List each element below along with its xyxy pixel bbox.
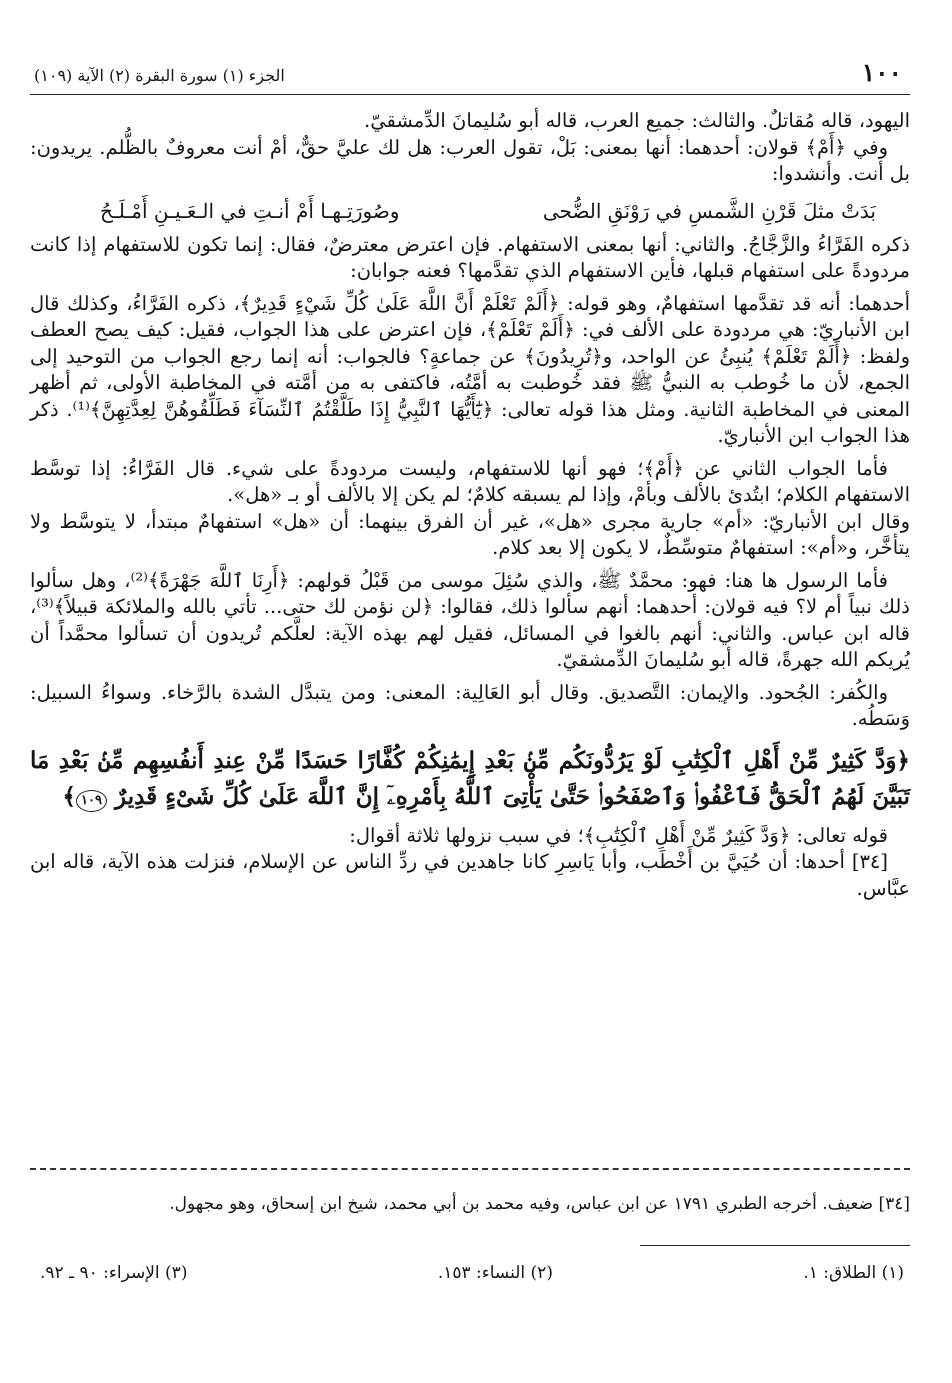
paragraph: [٣٤] أحدها: أن حُيَيَّ بن أَخْطَب، وأبا يَاسِرِ كانا جاهدين في ردِّ الناس عن الإسلام، فنزلت هذه الآية، قاله ابن عبَّاس. [30,850,910,900]
paragraph: ذكره الفَرَّاءُ والزَّجَّاجُ. والثاني: أنها بمعنى الاستفهام. فإن اعترض معترضٌ، فقال: إنما تكون للاستفهام إذا كانت مردودةً على استفهام قبلها، فأين الاستفهام الذي تقدَّمها؟ فعنه جوابان: [30,232,910,282]
main-text [30,108,910,902]
page-number: ١٠٠ [861,58,902,87]
paragraph: وقال ابن الأنباريّ: «أم» جارية مجرى «هل»، غير أن الفرق بينهما: أن «هل» استفهامٌ مبتدأ، لا يتوسَّط ولا يتأخَّر، و«أم»: استفهامٌ متوسِّطٌ، لا يكون إلا بعد كلام. [30,509,910,559]
paragraph: وفي ﴿أَمْ﴾ قولان: أحدهما: أنها بمعنى: بَلْ، تقول العرب: هل لك عليَّ حقٌّ، أمْ أنت معروفٌ بالظُّلم. يريدون: بل أنت. وأنشدوا: [30,135,910,185]
paragraph: اليهود، قاله مُقاتلٌ. والثالث: جميع العرب، قاله أبو سُليمانَ الدِّمشقيّ. [364,109,910,132]
footnote-references [40,1263,904,1283]
footnote-ref: (١) الطلاق: ١. [803,1263,904,1283]
book-page [30,0,910,1383]
footnote-ref: (٣) الإسراء: ٩٠ ـ ٩٢. [40,1263,188,1283]
running-title: الجزء (١) سورة البقرة (٢) الآية (١٠٩) [34,66,285,85]
page-header [30,58,910,92]
poetry-verse [30,188,910,232]
verse-first-hemistich: بَدَتْ مثلَ قَرْنِ الشَّمسِ في رَوْنَقِ الضُّحى [542,198,876,223]
quran-verse [30,743,910,815]
footnote-ref: (٢) النساء: ١٥٣. [437,1263,553,1283]
footnote-rule [640,1245,910,1246]
quran-verse-text: ﴿وَدَّ كَثِيرٌ مِّنْ أَهْلِ ٱلْكِتَٰبِ لَوْ يَرُدُّونَكُم مِّنۢ بَعْدِ إِيمَٰنِكُمْ كُفَّارًا حَسَدًا مِّنْ عِندِ أَنفُسِهِم مِّنۢ بَعْدِ مَا تَبَيَّنَ لَهُمُ ٱلْحَقُّ فَٱعْفُوا۟ وَٱصْفَحُوا۟ حَتَّىٰ يَأْتِىَ ٱللَّهُ بِأَمْرِهِۦٓ إِنَّ ٱللَّهَ عَلَىٰ كُلِّ شَىْءٍ قَدِيرٌ [30,746,910,810]
ayah-number-marker: ١٠٩ [76,790,107,812]
paragraph: قوله تعالى: ﴿وَدَّ كَثِيرٌ مِّنْ أَهْلِ ٱلْكِتَٰبِ﴾؛ في سبب نزولها ثلاثة أقوال: [349,823,888,847]
quran-verse-block [30,743,910,815]
paragraph: أحدهما: أنه قد تقدَّمها استفهامٌ، وهو قوله: ﴿أَلَمْ تَعْلَمْ أَنَّ اللَّهَ عَلَىٰ كُلِّ شَيْءٍ قَدِيرٌ﴾، ذكره الفَرَّاءُ، وكذلك قال ابن الأنباريّ: هي مردودة على الألف في: ﴿أَلَمْ تَعْلَمْ﴾، فإن اعترض على هذا الجواب، فقيل: كيف يصح العطف ولفظ: ﴿أَلَمْ تَعْلَمْ﴾ يُنبِئُ عن الواحد، و﴿تُرِيدُونَ﴾ عن جماعةٍ؟ فالجواب: أنه إنما رجع الجواب من التوحيد إلى الجمع، لأن ما خُوطب به النبيُّ ﷺ فقد خُوطبت به أمَّتُه، فاكتفى به من أمَّته في المخاطبة الأولى، ثم أظهر المعنى في المخاطبة الثانية. ومثل هذا قوله تعالى: ﴿يَٰٓأَيُّهَا ٱلنَّبِيُّ إِذَا طَلَّقْتُمُ ٱلنِّسَآءَ فَطَلِّقُوهُنَّ لِعِدَّتِهِنَّ﴾⁽¹⁾. ذكر هذا الجواب ابن الأنباريّ. [30,291,910,447]
quran-verse-close: ﴾ [62,782,77,810]
paragraph: والكُفر: الجُحود. والإيمان: التَّصديق. وقال أبو العَالِية: المعنى: ومن يتبدَّل الشدة بالرَّخاء. وسواءُ السبيل: وَسَطُه. [30,680,910,730]
paragraph: فأما الجواب الثاني عن ﴿أَمْ﴾؛ فهو أنها للاستفهام، وليست مردودةً على شيء. قال الفَرَّاءُ: إذا توسَّط الاستفهام الكلام؛ ابتُدئ بالألف وبأمْ، وإذا لم يسبقه كلامٌ؛ لم يكن إلا بالألف أو بـ «هل». [30,456,910,506]
verse-second-hemistich: وصُورَتِـهـا أَمْ أنـتِ في الـعَـيـنِ أَمْـلَـحُ [100,198,400,223]
header-rule [30,94,910,95]
paragraph: فأما الرسول ها هنا: فهو: محمَّدٌ ﷺ، والذي سُئِلَ موسى من قَبْلُ قولهم: ﴿أَرِنَا ٱللَّهَ جَهْرَةً﴾⁽²⁾، وهل سألوا ذلك نبياً أم لا؟ فيه قولان: أحدهما: أنهم سألوا ذلك، فقالوا: ﴿لن نؤمن لك حتى... تأتي بالله والملائكة قبيلاً﴾⁽³⁾، قاله ابن عباس. والثاني: أنهم بالغوا في المسائل، فقيل لهم بهذه الآية: لعلَّكم تُريدون أن تسألوا محمَّداً أن يُريكم الله جهرةً، قاله أبو سُليمانَ الدِّمشقيّ. [30,568,910,671]
footnote-separator [30,1168,910,1170]
footnote-takhrij: [٣٤] ضعيف. أخرجه الطبري ١٧٩١ عن ابن عباس، وفيه محمد بن أبي محمد، شيخ ابن إسحاق، وهو مجهول. [169,1194,910,1214]
